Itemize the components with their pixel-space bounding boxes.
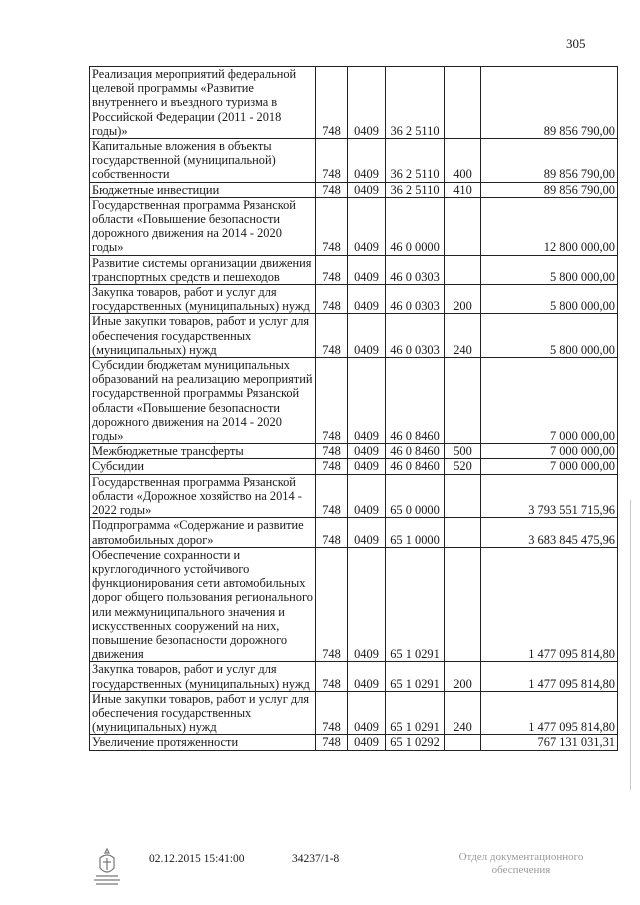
- row-code-cell: 748: [316, 691, 348, 735]
- row-article-cell: 65 0 0000: [386, 474, 445, 518]
- row-name-cell: Государственная программа Рязанской области «Дорожное хозяйство на 2014 - 2022 годы»: [90, 474, 316, 518]
- row-type-cell: [445, 547, 481, 662]
- row-amount-cell: 1 477 095 814,80: [481, 691, 618, 735]
- row-type-cell: 240: [445, 691, 481, 735]
- row-article-cell: 46 0 8460: [386, 444, 445, 459]
- row-name-cell: Закупка товаров, работ и услуг для государственных (муниципальных) нужд: [90, 285, 316, 314]
- row-name-cell: Иные закупки товаров, работ и услуг для обеспечения государственных (муниципальных) нужд: [90, 314, 316, 358]
- row-code-cell: 748: [316, 285, 348, 314]
- table-row: [90, 182, 618, 197]
- row-amount-cell: 7 000 000,00: [481, 358, 618, 444]
- footer-datetime: 02.12.2015 15:41:00: [149, 853, 245, 865]
- row-name-cell: Бюджетные инвестиции: [90, 182, 316, 197]
- row-section-cell: 0409: [348, 547, 386, 662]
- table-row: [90, 197, 618, 255]
- row-code-cell: 748: [316, 139, 348, 183]
- row-section-cell: 0409: [348, 314, 386, 358]
- row-amount-cell: 89 856 790,00: [481, 182, 618, 197]
- row-type-cell: 400: [445, 139, 481, 183]
- row-name-cell: Государственная программа Рязанской области «Повышение безопасности дорожного движения на 2014 - 2020 годы»: [90, 197, 316, 255]
- row-amount-cell: 5 800 000,00: [481, 314, 618, 358]
- row-article-cell: 36 2 5110: [386, 139, 445, 183]
- row-section-cell: 0409: [348, 182, 386, 197]
- row-section-cell: 0409: [348, 735, 386, 750]
- row-type-cell: 240: [445, 314, 481, 358]
- row-section-cell: 0409: [348, 474, 386, 518]
- row-article-cell: 46 0 0303: [386, 314, 445, 358]
- row-code-cell: 748: [316, 197, 348, 255]
- row-name-cell: Субсидии бюджетам муниципальных образований на реализацию мероприятий государственной программы Рязанской области «Повышение безопасности дорожного движения на 2014 - 2020 годы»: [90, 358, 316, 444]
- row-section-cell: 0409: [348, 255, 386, 284]
- row-amount-cell: 89 856 790,00: [481, 67, 618, 139]
- table-row: [90, 139, 618, 183]
- row-type-cell: 200: [445, 662, 481, 691]
- footer-doc-number: 34237/1-8: [292, 853, 340, 865]
- row-section-cell: 0409: [348, 691, 386, 735]
- row-article-cell: 46 0 8460: [386, 358, 445, 444]
- row-name-cell: Подпрограмма «Содержание и развитие автомобильных дорог»: [90, 518, 316, 547]
- table-row: [90, 444, 618, 459]
- page-edge-line: [630, 500, 631, 790]
- table-row: [90, 459, 618, 474]
- row-article-cell: 36 2 5110: [386, 67, 445, 139]
- row-code-cell: 748: [316, 662, 348, 691]
- row-section-cell: 0409: [348, 139, 386, 183]
- row-amount-cell: 1 477 095 814,80: [481, 662, 618, 691]
- table-row: [90, 474, 618, 518]
- row-name-cell: Субсидии: [90, 459, 316, 474]
- row-article-cell: 46 0 0303: [386, 255, 445, 284]
- table-row: [90, 358, 618, 444]
- row-type-cell: [445, 358, 481, 444]
- table-row: [90, 518, 618, 547]
- row-section-cell: 0409: [348, 358, 386, 444]
- row-amount-cell: 5 800 000,00: [481, 255, 618, 284]
- row-name-cell: Увеличение протяженности: [90, 735, 316, 750]
- page-number: 305: [566, 36, 586, 51]
- department-stamp: [446, 851, 596, 877]
- row-article-cell: 65 1 0292: [386, 735, 445, 750]
- row-type-cell: [445, 518, 481, 547]
- row-article-cell: 46 0 8460: [386, 459, 445, 474]
- row-article-cell: 65 1 0291: [386, 691, 445, 735]
- table-row: [90, 735, 618, 750]
- row-name-cell: Реализация мероприятий федеральной целевой программы «Развитие внутреннего и въездного туризма в Российской Федерации (2011 - 2018 годы)»: [90, 67, 316, 139]
- row-amount-cell: 3 793 551 715,96: [481, 474, 618, 518]
- row-amount-cell: 3 683 845 475,96: [481, 518, 618, 547]
- row-name-cell: Межбюджетные трансферты: [90, 444, 316, 459]
- row-type-cell: [445, 255, 481, 284]
- row-article-cell: 36 2 5110: [386, 182, 445, 197]
- row-article-cell: 46 0 0303: [386, 285, 445, 314]
- row-code-cell: 748: [316, 474, 348, 518]
- row-amount-cell: 12 800 000,00: [481, 197, 618, 255]
- row-section-cell: 0409: [348, 444, 386, 459]
- row-article-cell: 65 1 0291: [386, 662, 445, 691]
- row-code-cell: 748: [316, 314, 348, 358]
- row-type-cell: [445, 735, 481, 750]
- row-amount-cell: 767 131 031,31: [481, 735, 618, 750]
- row-code-cell: 748: [316, 444, 348, 459]
- row-amount-cell: 1 477 095 814,80: [481, 547, 618, 662]
- row-code-cell: 748: [316, 547, 348, 662]
- row-article-cell: 65 1 0000: [386, 518, 445, 547]
- row-type-cell: 520: [445, 459, 481, 474]
- stamp-line-2: обеспечения: [491, 864, 551, 876]
- row-amount-cell: 5 800 000,00: [481, 285, 618, 314]
- budget-table: [89, 66, 618, 751]
- row-type-cell: 500: [445, 444, 481, 459]
- coat-of-arms-icon: [90, 846, 124, 886]
- row-name-cell: Иные закупки товаров, работ и услуг для обеспечения государственных (муниципальных) нужд: [90, 691, 316, 735]
- row-article-cell: 46 0 0000: [386, 197, 445, 255]
- budget-table-body: [90, 67, 618, 751]
- table-row: [90, 662, 618, 691]
- row-name-cell: Капитальные вложения в объекты государственной (муниципальной) собственности: [90, 139, 316, 183]
- row-amount-cell: 7 000 000,00: [481, 459, 618, 474]
- row-code-cell: 748: [316, 518, 348, 547]
- row-code-cell: 748: [316, 182, 348, 197]
- row-section-cell: 0409: [348, 518, 386, 547]
- row-article-cell: 65 1 0291: [386, 547, 445, 662]
- table-row: [90, 67, 618, 139]
- row-code-cell: 748: [316, 67, 348, 139]
- row-type-cell: [445, 474, 481, 518]
- table-row: [90, 547, 618, 662]
- table-row: [90, 285, 618, 314]
- row-code-cell: 748: [316, 459, 348, 474]
- row-type-cell: [445, 197, 481, 255]
- table-row: [90, 255, 618, 284]
- row-section-cell: 0409: [348, 285, 386, 314]
- row-section-cell: 0409: [348, 197, 386, 255]
- table-row: [90, 691, 618, 735]
- row-name-cell: Закупка товаров, работ и услуг для государственных (муниципальных) нужд: [90, 662, 316, 691]
- row-type-cell: 410: [445, 182, 481, 197]
- table-row: [90, 314, 618, 358]
- row-code-cell: 748: [316, 255, 348, 284]
- row-name-cell: Развитие системы организации движения транспортных средств и пешеходов: [90, 255, 316, 284]
- row-code-cell: 748: [316, 358, 348, 444]
- row-section-cell: 0409: [348, 459, 386, 474]
- row-code-cell: 748: [316, 735, 348, 750]
- row-section-cell: 0409: [348, 67, 386, 139]
- row-amount-cell: 89 856 790,00: [481, 139, 618, 183]
- row-name-cell: Обеспечение сохранности и круглогодичного устойчивого функционирования сети автомобильных дорог общего пользования регионального или межмуниципального значения и искусственных сооружений на них, повышение безопасности дорожного движения: [90, 547, 316, 662]
- row-section-cell: 0409: [348, 662, 386, 691]
- row-type-cell: 200: [445, 285, 481, 314]
- stamp-line-1: Отдел документационного: [458, 851, 584, 863]
- row-amount-cell: 7 000 000,00: [481, 444, 618, 459]
- row-type-cell: [445, 67, 481, 139]
